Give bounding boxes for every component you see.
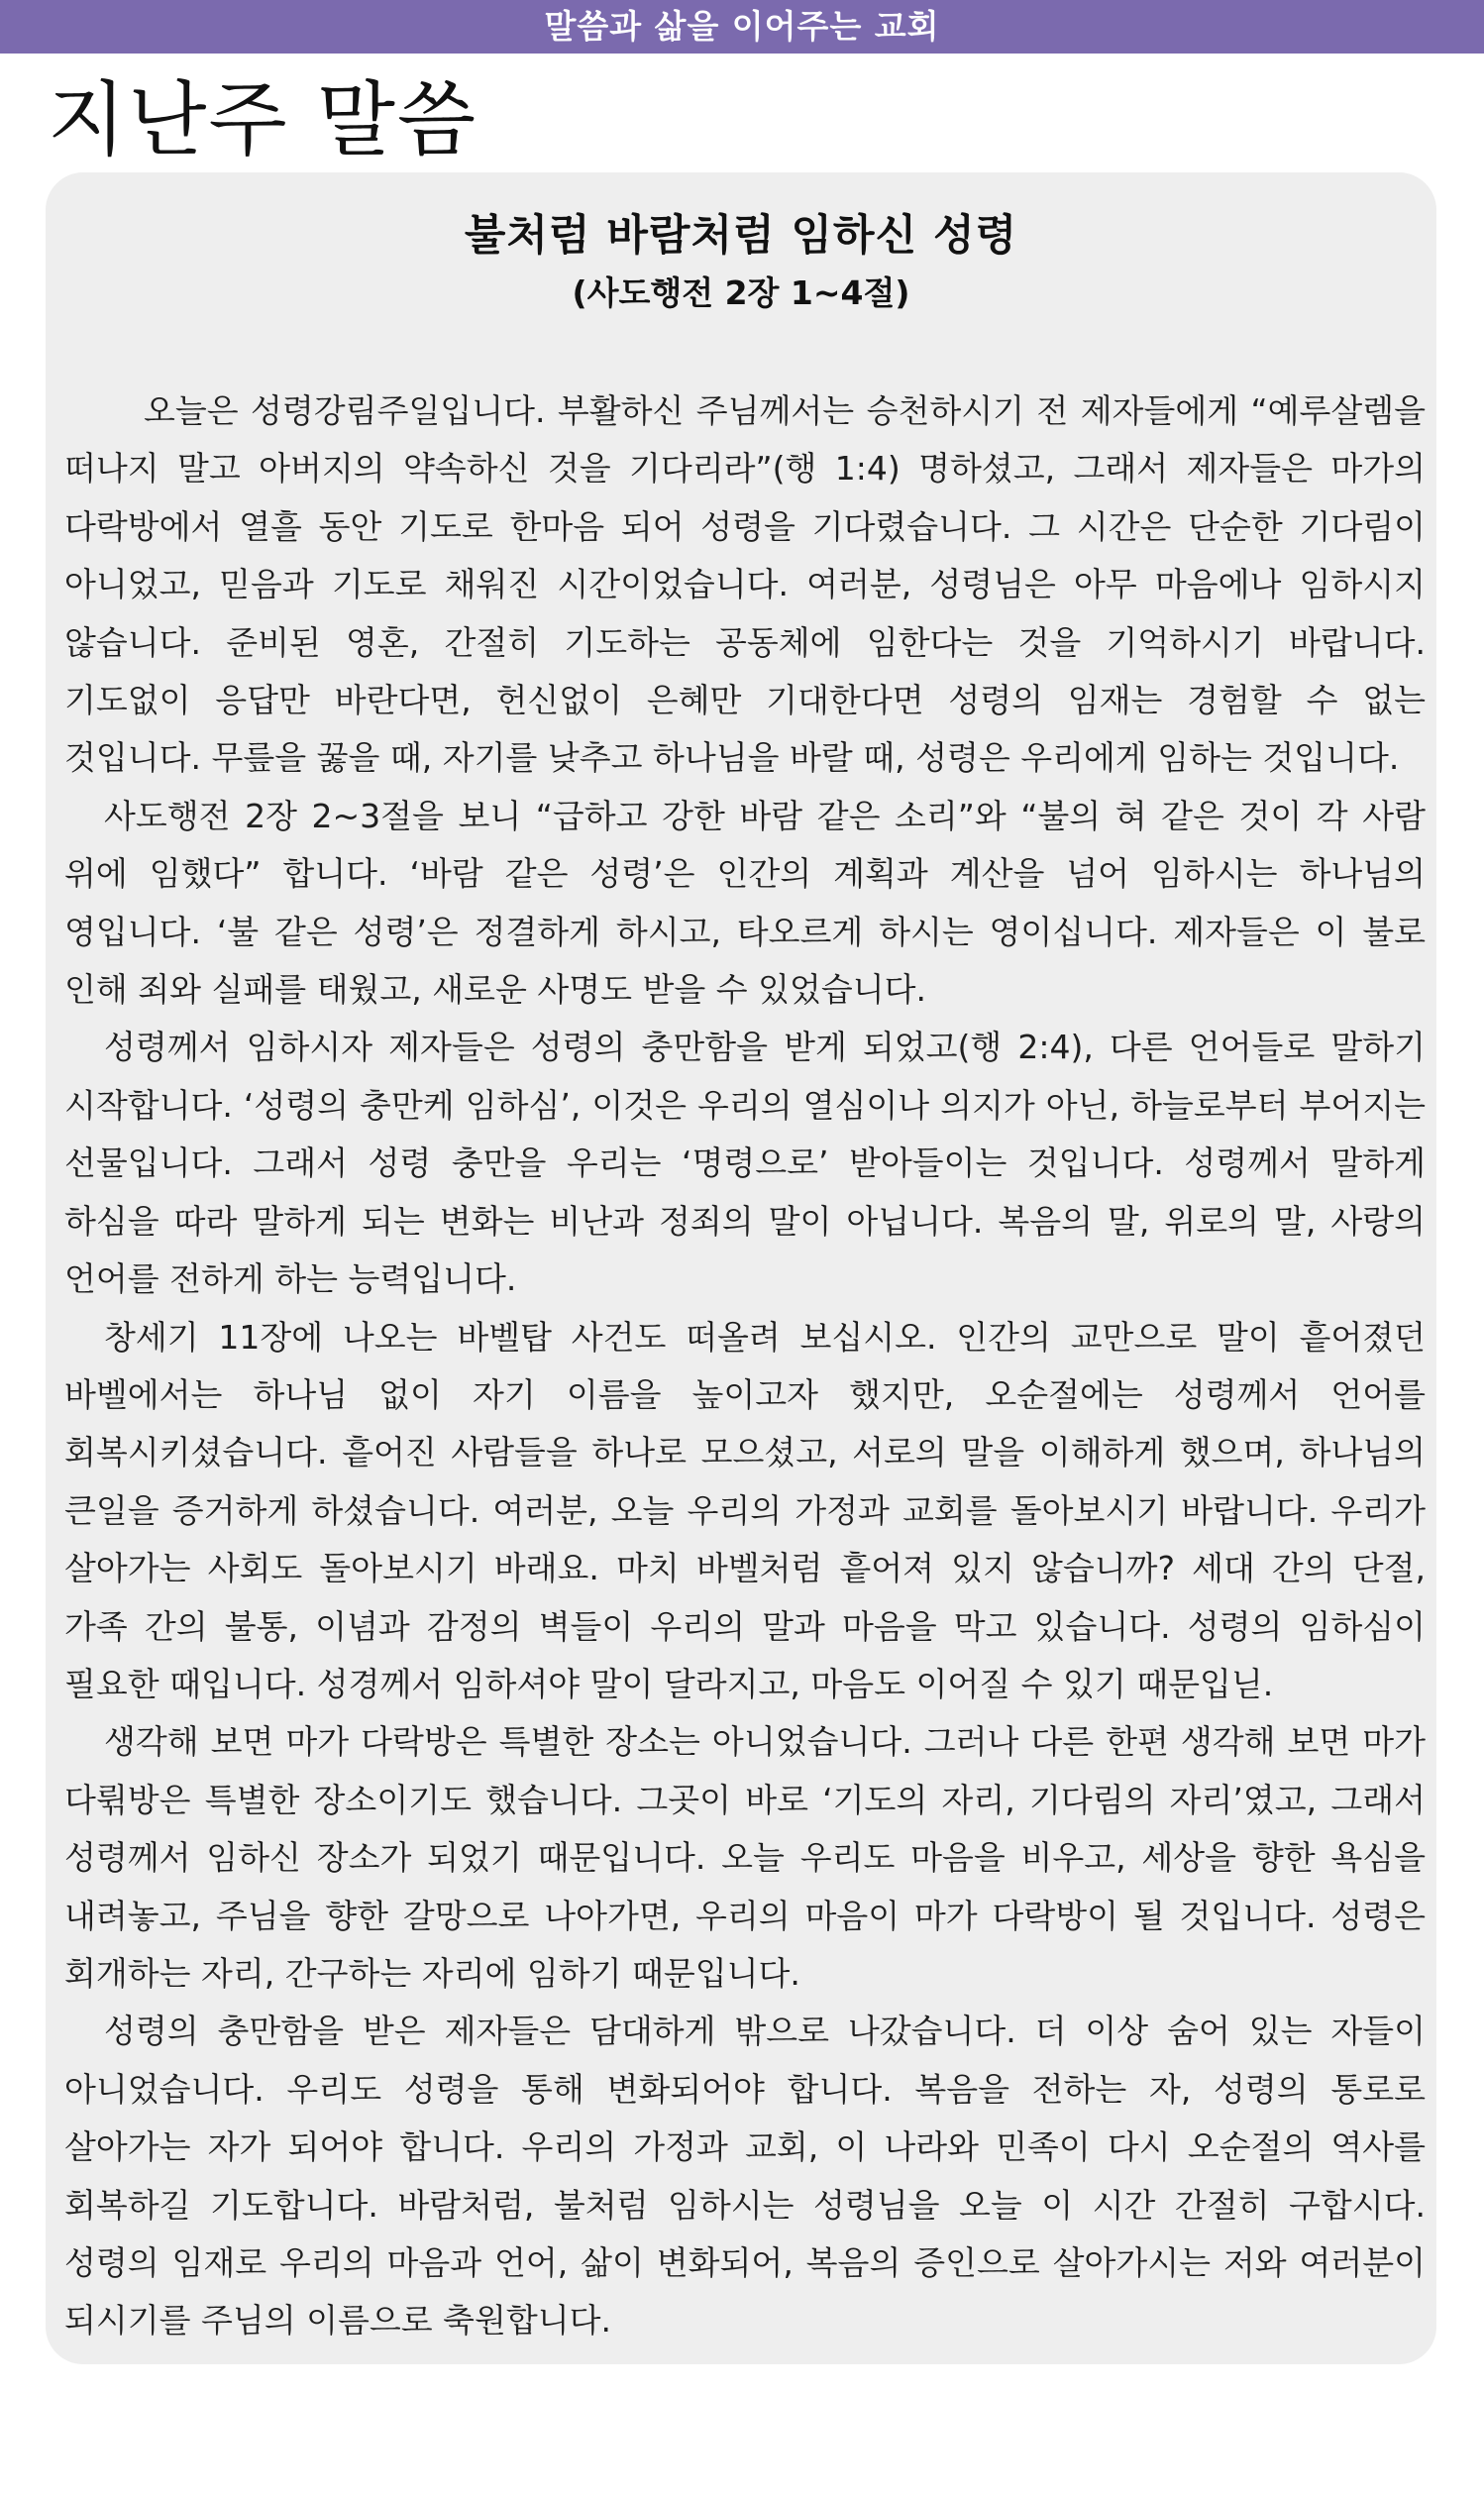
sermon-paragraph-5: 생각해 보면 마가 다락방은 특별한 장소는 아니었습니다. 그러나 다른 한편 생각해 보면 마가 다뤾방은 특별한 장소이기도 했습니다. 그곳이 바로 ‘기도의 자리, 기다림의 자리’였고, 그래서 성령께서 임하신 장소가 되었기 때문입니다. 오늘 우리도 마음을 비우고, 세상을 향한 욕심을 내려놓고, 주님을 향한 갈망으로 나아가면, 우리의 마음이 마가 다락방이 될 것입니다. 성령은 회개하는 자리, 간구하는 자리에 임하기 때문입니다. [64, 1722, 1426, 1993]
section-title: 지난주 말씀 [48, 73, 478, 167]
sermon-body [64, 382, 1426, 2350]
sermon-paragraph-1: 오늘은 성령강림주일입니다. 부활하신 주님께서는 승천하시기 전 제자들에게 “예루살렘을 떠나지 말고 아버지의 약속하신 것을 기다리라”(행 1:4) 명하셨고, 그래서 제자들은 마가의 다락방에서 열흘 동안 기도로 한마음 되어 성령을 기다렸습니다. 그 시간은 단순한 기다림이 아니었고, 믿음과 기도로 채워진 시간이었습니다. 여러분, 성령님은 아무 마음에나 임하시지 않습니다. 준비된 영혼, 간절히 기도하는 공동체에 임한다는 것을 기억하시기 바랍니다. 기도없이 응답만 바란다면, 헌신없이 은혜만 기대한다면 성령의 임재는 경험할 수 없는 것입니다. 무릎을 꿇을 때, 자기를 낮추고 하나님을 바랄 때, 성령은 우리에게 임하는 것입니다. [64, 391, 1426, 778]
sermon-paragraph-2: 사도행전 2장 2~3절을 보니 “급하고 강한 바람 같은 소리”와 “불의 혀 같은 것이 각 사람 위에 임했다” 합니다. ‘바람 같은 성령’은 인간의 계획과 계산을 넘어 임하시는 하나님의 영입니다. ‘불 같은 성령’은 정결하게 하시고, 타오르게 하시는 영이십니다. 제자들은 이 불로 인해 죄와 실패를 태웠고, 새로운 사명도 받을 수 있었습니다. [64, 796, 1426, 1010]
sermon-paragraph-6: 성령의 충만함을 받은 제자들은 담대하게 밖으로 나갔습니다. 더 이상 숨어 있는 자들이 아니었습니다. 우리도 성령을 통해 변화되어야 합니다. 복음을 전하는 자, 성령의 통로로 살아가는 자가 되어야 합니다. 우리의 가정과 교회, 이 나라와 민족이 다시 오순절의 역사를 회복하길 기도합니다. 바람처럼, 불처럼 임하시는 성령님을 오늘 이 시간 간절히 구합시다. 성령의 임재로 우리의 마음과 언어, 삶이 변화되어, 복음의 증인으로 살아가시는 저와 여러분이 되시기를 주님의 이름으로 축원합니다. [64, 2012, 1426, 2341]
sermon-paragraph-4: 창세기 11장에 나오는 바벨탑 사건도 떠올려 보십시오. 인간의 교만으로 말이 흩어졌던 바벨에서는 하나님 없이 자기 이름을 높이고자 했지만, 오순절에는 성령께서 언어를 회복시키셨습니다. 흩어진 사람들을 하나로 모으셨고, 서로의 말을 이해하게 했으며, 하나님의 큰일을 증거하게 하셨습니다. 여러분, 오늘 우리의 가정과 교회를 돌아보시기 바랍니다. 우리가 살아가는 사회도 돌아보시기 바래요. 마치 바벨처럼 흩어져 있지 않습니까? 세대 간의 단절, 가족 간의 불통, 이념과 감정의 벽들이 우리의 말과 마음을 막고 있습니다. 성령의 임하심이 필요한 때입니다. 성경께서 임하셔야 말이 달라지고, 마음도 이어질 수 있기 때문입닏. [64, 1317, 1426, 1703]
church-slogan-banner: 말씀과 삶을 이어주는 교회 [0, 0, 1484, 54]
sermon-paragraph-3: 성령께서 임하시자 제자들은 성령의 충만함을 받게 되었고(행 2:4), 다른 언어들로 말하기 시작합니다. ‘성령의 충만케 임하심’, 이것은 우리의 열심이나 의지가 아닌, 하늘로부터 부어지는 선물입니다. 그래서 성령 충만을 우리는 ‘명령으로’ 받아들이는 것입니다. 성령께서 말하게 하심을 따라 말하게 되는 변화는 비난과 정죄의 말이 아닙니다. 복음의 말, 위로의 말, 사랑의 언어를 전하게 하는 능력입니다. [64, 1028, 1426, 1299]
sermon-card [46, 172, 1436, 2364]
scripture-reference: (사도행전 2장 1~4절) [572, 273, 910, 312]
sermon-title: 불처럼 바람처럼 임하신 성령 [464, 211, 1018, 261]
